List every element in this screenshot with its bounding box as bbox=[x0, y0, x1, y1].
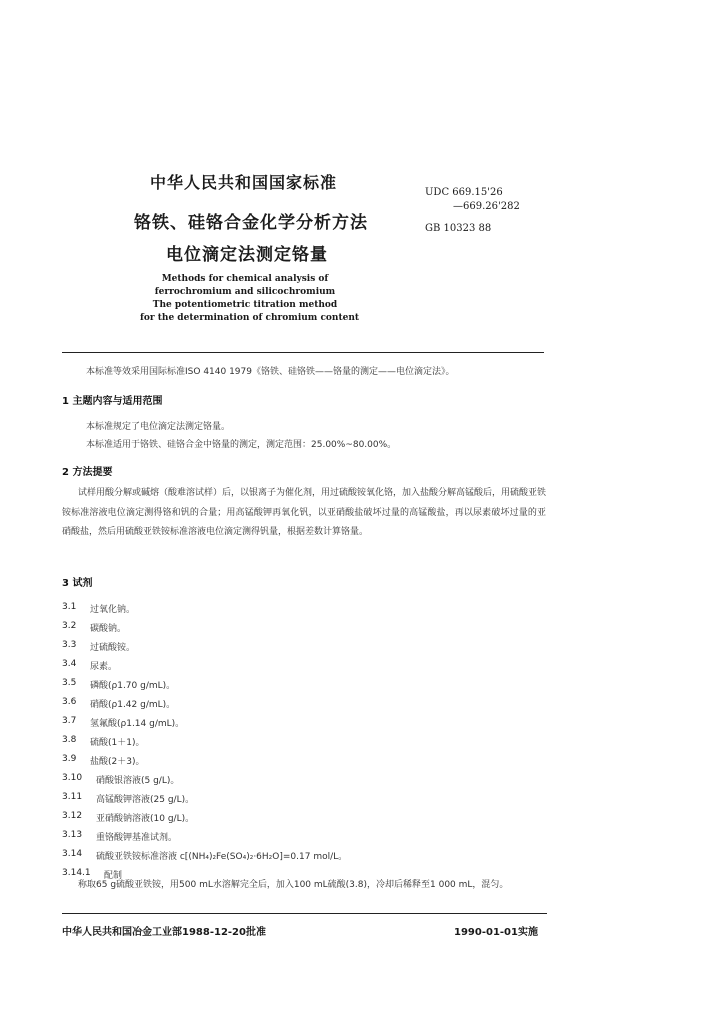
reagent-text: 氢氟酸(ρ1.14 g/mL)。 bbox=[90, 719, 185, 729]
reagent-text: 高锰酸钾溶液(25 g/L)。 bbox=[96, 795, 195, 805]
reagent-number: 3.5 bbox=[62, 678, 77, 688]
reagent-number: 3.9 bbox=[62, 754, 77, 764]
reagent-number: 3.8 bbox=[62, 735, 77, 745]
reagent-text: 硝酸银溶液(5 g/L)。 bbox=[96, 776, 180, 786]
english-title-line-2: ferrochromium and silicochromium bbox=[154, 287, 336, 297]
section-1-line-2: 本标准适用于铬铁、硅铬合金中铬量的测定，测定范围：25.00%~80.00%。 bbox=[86, 440, 397, 450]
reagent-number: 3.11 bbox=[62, 792, 83, 802]
reagent-text: 配制 bbox=[104, 871, 123, 881]
section-1-line-1: 本标准规定了电位滴定法测定铬量。 bbox=[86, 422, 231, 432]
udc-code-line-1: UDC 669.15'26 bbox=[425, 187, 503, 198]
reagent-text: 碳酸钠。 bbox=[90, 624, 127, 634]
header-divider bbox=[62, 352, 544, 353]
preparation-paragraph: 称取65 g硫酸亚铁铵，用500 mL水溶解完全后，加入100 mL硫酸(3.8)，冷却后稀释至1 000 mL，混匀。 bbox=[78, 880, 509, 890]
document-title-line-1: 铬铁、硅铬合金化学分析方法 bbox=[134, 213, 368, 233]
reagent-number: 3.2 bbox=[62, 621, 77, 631]
reagent-text: 重铬酸钾基准试剂。 bbox=[96, 833, 178, 843]
reagent-number: 3.14 bbox=[62, 849, 83, 859]
english-title-line-3: The potentiometric titration method bbox=[152, 300, 338, 310]
reagent-number: 3.4 bbox=[62, 659, 77, 669]
implementation-date: 1990-01-01实施 bbox=[454, 927, 538, 938]
english-title-line-1: Methods for chemical analysis of bbox=[161, 274, 329, 284]
reagent-text: 过氧化钠。 bbox=[90, 605, 136, 615]
section-2-heading: 2 方法提要 bbox=[62, 467, 113, 478]
footer-divider bbox=[62, 913, 547, 914]
reagent-number: 3.14.1 bbox=[62, 868, 91, 878]
section-3-heading: 3 试剂 bbox=[62, 578, 93, 589]
section-1-heading: 1 主题内容与适用范围 bbox=[62, 396, 163, 407]
issuing-agency: 中华人民共和国国家标准 bbox=[150, 173, 338, 192]
section-2-paragraph: 试样用酸分解或碱熔（酸难溶试样）后，以银离子为催化剂，用过硫酸铵氧化铬，加入盐酸分解高锰酸后，用硫酸亚铁铵标准溶液电位滴定测得铬和钒的合量；用高锰酸钾再氧化钒，以亚硝酸盐破坏过量的高锰酸盐，再以尿素破坏过量的亚硝酸盐，然后用硫酸亚铁铵标准溶液电位滴定测得钒量，根据差数计算铬量。 bbox=[62, 488, 547, 537]
reagent-number: 3.12 bbox=[62, 811, 83, 821]
document-title-line-2: 电位滴定法测定铬量 bbox=[166, 245, 328, 265]
reagent-text: 尿素。 bbox=[90, 662, 118, 672]
reagent-text: 亚硝酸钠溶液(10 g/L)。 bbox=[96, 814, 195, 824]
reagent-text: 盐酸(2＋3)。 bbox=[90, 757, 145, 767]
reagent-number: 3.10 bbox=[62, 773, 83, 783]
english-title-line-4: for the determination of chromium content bbox=[140, 313, 360, 323]
reagent-number: 3.1 bbox=[62, 602, 77, 612]
gb-standard-number: GB 10323 88 bbox=[425, 223, 492, 234]
reagent-text: 磷酸(ρ1.70 g/mL)。 bbox=[90, 681, 176, 691]
reagent-number: 3.13 bbox=[62, 830, 83, 840]
reagent-text: 硫酸亚铁铵标准溶液 c[(NH₄)₂Fe(SO₄)₂·6H₂O]=0.17 mol/L。 bbox=[96, 852, 348, 862]
reagent-text: 硝酸(ρ1.42 g/mL)。 bbox=[90, 700, 176, 710]
udc-code-line-2: —669.26'282 bbox=[453, 201, 520, 212]
reagent-number: 3.7 bbox=[62, 716, 77, 726]
approval-line: 中华人民共和国冶金工业部1988-12-20批准 bbox=[62, 927, 266, 938]
reagent-number: 3.6 bbox=[62, 697, 77, 707]
intro-statement: 本标准等效采用国际标准ISO 4140 1979《铬铁、硅铬铁——铬量的测定——电位滴定法》。 bbox=[86, 367, 455, 377]
reagent-text: 过硫酸铵。 bbox=[90, 643, 136, 653]
reagent-number: 3.3 bbox=[62, 640, 77, 650]
reagent-text: 硫酸(1＋1)。 bbox=[90, 738, 145, 748]
